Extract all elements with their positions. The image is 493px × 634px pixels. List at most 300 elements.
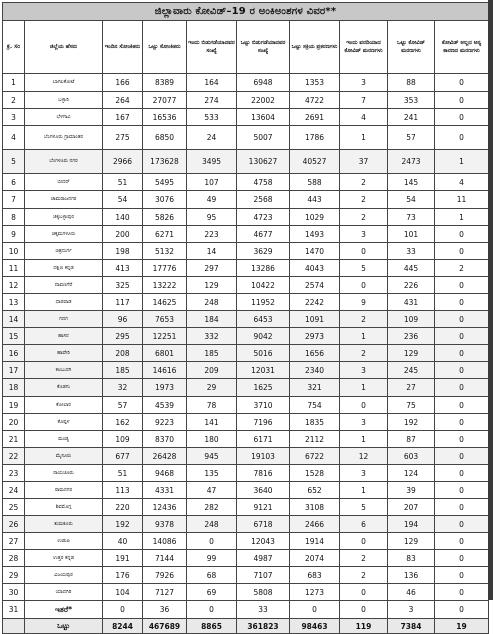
- cell-total-deaths: 83: [388, 550, 435, 567]
- cell-today-discharged: 945: [187, 448, 237, 465]
- cell-total-discharged: 1625: [237, 379, 290, 397]
- totals-serial: [3, 619, 25, 634]
- cell-total-deaths: 129: [388, 345, 435, 362]
- cell-active: 2466: [290, 516, 340, 533]
- cell-active: 1091: [290, 311, 340, 328]
- cell-active: 683: [290, 567, 340, 584]
- cell-today-positive: 325: [103, 277, 143, 294]
- table-row: [3, 362, 489, 379]
- cell-today-discharged: 274: [187, 92, 237, 109]
- cell-active: 1273: [290, 584, 340, 601]
- cell-total-positive: 7926: [143, 567, 187, 584]
- cell-total-discharged: 10422: [237, 277, 290, 294]
- cell-today-discharged: 185: [187, 345, 237, 362]
- cell-today-positive: 2966: [103, 150, 143, 174]
- cell-total-positive: 13222: [143, 277, 187, 294]
- cell-active: 1353: [290, 74, 340, 92]
- cell-today-discharged: 0: [187, 533, 237, 550]
- cell-district: ಬೆಂಗಳೂರು ಗ್ರಾಮಾಂತರ: [25, 126, 103, 150]
- cell-serial: 1: [3, 74, 25, 92]
- cell-other-deaths: 0: [435, 277, 489, 294]
- cell-serial: 10: [3, 243, 25, 260]
- cell-today-discharged: 99: [187, 550, 237, 567]
- cell-active: 4722: [290, 92, 340, 109]
- cell-district: ಬಾಗಲಕೋಟೆ: [25, 74, 103, 92]
- cell-total-discharged: 9042: [237, 328, 290, 345]
- cell-total-positive: 14086: [143, 533, 187, 550]
- cell-total-discharged: 4987: [237, 550, 290, 567]
- table-row: [3, 311, 489, 328]
- cell-total-discharged: 3629: [237, 243, 290, 260]
- cell-active: 1786: [290, 126, 340, 150]
- table-row: [3, 550, 489, 567]
- cell-other-deaths: 0: [435, 567, 489, 584]
- table-row: [3, 567, 489, 584]
- cell-other-deaths: 0: [435, 243, 489, 260]
- cell-other-deaths: 0: [435, 226, 489, 243]
- cell-total-deaths: 129: [388, 533, 435, 550]
- cell-today-discharged: 184: [187, 311, 237, 328]
- cell-total-discharged: 7107: [237, 567, 290, 584]
- table-row: [3, 516, 489, 533]
- cell-today-positive: 200: [103, 226, 143, 243]
- cell-today-deaths: 0: [340, 277, 388, 294]
- cell-today-discharged: 95: [187, 209, 237, 226]
- cell-district: ದಕ್ಷಿಣ ಕನ್ನಡ: [25, 260, 103, 277]
- cell-serial: 7: [3, 191, 25, 209]
- cell-total-positive: 4331: [143, 482, 187, 499]
- table-body: [3, 74, 489, 619]
- cell-active: 3108: [290, 499, 340, 516]
- cell-active: 2074: [290, 550, 340, 567]
- cell-total-discharged: 12043: [237, 533, 290, 550]
- cell-total-positive: 27077: [143, 92, 187, 109]
- cell-today-discharged: 107: [187, 174, 237, 191]
- totals-other-deaths: 19: [435, 619, 489, 634]
- table-row: [3, 465, 489, 482]
- table-row: [3, 209, 489, 226]
- cell-serial: 18: [3, 379, 25, 397]
- cell-today-discharged: 248: [187, 294, 237, 311]
- cell-total-positive: 6801: [143, 345, 187, 362]
- cell-total-discharged: 2568: [237, 191, 290, 209]
- cell-total-discharged: 9121: [237, 499, 290, 516]
- header-non-covid-deaths: ಕೋವಿಡ್ ಅಲ್ಲದ ಅನ್ಯ ಕಾರಣದ ಮರಣಗಳು: [435, 21, 489, 74]
- cell-today-deaths: 12: [340, 448, 388, 465]
- table-row: [3, 499, 489, 516]
- cell-other-deaths: 0: [435, 294, 489, 311]
- cell-district: ಚಿತ್ರದುರ್ಗ: [25, 243, 103, 260]
- cell-today-positive: 275: [103, 126, 143, 150]
- cell-other-deaths: 0: [435, 74, 489, 92]
- cell-active: 588: [290, 174, 340, 191]
- totals-deaths-total: 7384: [388, 619, 435, 634]
- table-row: [3, 448, 489, 465]
- cell-total-discharged: 33: [237, 601, 290, 619]
- cell-today-positive: 0: [103, 601, 143, 619]
- cell-other-deaths: 0: [435, 465, 489, 482]
- header-today-discharged: ಇಂದು ಬಿಡುಗಡೆಯಾದವರ ಸಂಖ್ಯೆ: [187, 21, 237, 74]
- cell-today-deaths: 3: [340, 362, 388, 379]
- table-row: [3, 584, 489, 601]
- cell-total-deaths: 207: [388, 499, 435, 516]
- cell-district: ಬೆಂಗಳೂರು ನಗರ: [25, 150, 103, 174]
- cell-total-positive: 5495: [143, 174, 187, 191]
- cell-total-positive: 4539: [143, 397, 187, 414]
- cell-serial: 13: [3, 294, 25, 311]
- cell-district: ಕೋಲಾರ: [25, 397, 103, 414]
- table-row: [3, 431, 489, 448]
- table-row: [3, 174, 489, 191]
- cell-today-deaths: 2: [340, 209, 388, 226]
- cell-district: ಹಾಸನ: [25, 328, 103, 345]
- cell-district: ಚಿಕ್ಕಬಳ್ಳಾಪುರ: [25, 209, 103, 226]
- cell-district: ರಾಮನಗರ: [25, 482, 103, 499]
- cell-today-discharged: 69: [187, 584, 237, 601]
- cell-active: 443: [290, 191, 340, 209]
- cell-total-discharged: 13286: [237, 260, 290, 277]
- cell-serial: 9: [3, 226, 25, 243]
- cell-total-positive: 3076: [143, 191, 187, 209]
- cell-district: ಕೊಪ್ಪಳ: [25, 414, 103, 431]
- cell-today-deaths: 7: [340, 92, 388, 109]
- page-edge-border: [488, 0, 493, 600]
- cell-serial: 30: [3, 584, 25, 601]
- cell-total-discharged: 6453: [237, 311, 290, 328]
- cell-total-deaths: 2473: [388, 150, 435, 174]
- cell-total-discharged: 12031: [237, 362, 290, 379]
- cell-today-discharged: 14: [187, 243, 237, 260]
- cell-today-positive: 40: [103, 533, 143, 550]
- cell-total-positive: 9468: [143, 465, 187, 482]
- totals-discharged-today: 8865: [187, 619, 237, 634]
- cell-total-deaths: 54: [388, 191, 435, 209]
- cell-district: ಇತರೆ*: [25, 601, 103, 619]
- cell-total-discharged: 5808: [237, 584, 290, 601]
- totals-row: [3, 619, 489, 634]
- table-title: ಜಿಲ್ಲಾವಾರು ಕೋವಿಡ್–19 ರ ಅಂಕಿಅಂಶಗಳ ವಿವರ**: [3, 3, 489, 21]
- totals-active: 98463: [290, 619, 340, 634]
- cell-today-deaths: 1: [340, 328, 388, 345]
- cell-district: ಮಂಡ್ಯ: [25, 431, 103, 448]
- cell-total-discharged: 5007: [237, 126, 290, 150]
- cell-total-deaths: 109: [388, 311, 435, 328]
- cell-total-deaths: 226: [388, 277, 435, 294]
- cell-today-discharged: 248: [187, 516, 237, 533]
- cell-today-positive: 54: [103, 191, 143, 209]
- table-row: [3, 243, 489, 260]
- cell-today-positive: 208: [103, 345, 143, 362]
- cell-active: 2340: [290, 362, 340, 379]
- cell-active: 40527: [290, 150, 340, 174]
- cell-today-discharged: 0: [187, 601, 237, 619]
- cell-total-discharged: 7196: [237, 414, 290, 431]
- cell-today-deaths: 0: [340, 533, 388, 550]
- header-district-name: ಜಿಲ್ಲೆಯ ಹೆಸರು: [25, 21, 103, 74]
- cell-other-deaths: 0: [435, 482, 489, 499]
- cell-serial: 16: [3, 345, 25, 362]
- cell-today-positive: 140: [103, 209, 143, 226]
- cell-total-deaths: 192: [388, 414, 435, 431]
- cell-today-discharged: 141: [187, 414, 237, 431]
- cell-total-discharged: 4677: [237, 226, 290, 243]
- cell-district: ಬೆಳಗಾವಿ: [25, 109, 103, 126]
- cell-other-deaths: 0: [435, 414, 489, 431]
- cell-today-deaths: 6: [340, 516, 388, 533]
- cell-serial: 22: [3, 448, 25, 465]
- cell-other-deaths: 0: [435, 126, 489, 150]
- cell-district: ಶಿವಮೊಗ್ಗ: [25, 499, 103, 516]
- cell-today-positive: 167: [103, 109, 143, 126]
- cell-serial: 29: [3, 567, 25, 584]
- cell-total-positive: 8389: [143, 74, 187, 92]
- cell-today-deaths: 5: [340, 260, 388, 277]
- cell-total-positive: 14625: [143, 294, 187, 311]
- cell-today-discharged: 78: [187, 397, 237, 414]
- cell-other-deaths: 0: [435, 584, 489, 601]
- cell-district: ಉತ್ತರ ಕನ್ನಡ: [25, 550, 103, 567]
- cell-serial: 25: [3, 499, 25, 516]
- cell-serial: 3: [3, 109, 25, 126]
- cell-total-positive: 173628: [143, 150, 187, 174]
- cell-total-positive: 12436: [143, 499, 187, 516]
- totals-deaths-today: 119: [340, 619, 388, 634]
- cell-serial: 17: [3, 362, 25, 379]
- header-total-discharged: ಒಟ್ಟು ಬಿಡುಗಡೆಯಾದವರ ಸಂಖ್ಯೆ: [237, 21, 290, 74]
- cell-total-deaths: 3: [388, 601, 435, 619]
- cell-total-discharged: 22002: [237, 92, 290, 109]
- cell-total-discharged: 3710: [237, 397, 290, 414]
- cell-total-deaths: 194: [388, 516, 435, 533]
- cell-today-positive: 166: [103, 74, 143, 92]
- cell-total-positive: 14616: [143, 362, 187, 379]
- cell-total-discharged: 19103: [237, 448, 290, 465]
- cell-total-deaths: 236: [388, 328, 435, 345]
- cell-today-deaths: 3: [340, 465, 388, 482]
- cell-district: ತುಮಕೂರು: [25, 516, 103, 533]
- totals-total: 467689: [143, 619, 187, 634]
- cell-total-discharged: 4758: [237, 174, 290, 191]
- cell-total-positive: 1973: [143, 379, 187, 397]
- cell-total-discharged: 6948: [237, 74, 290, 92]
- table-row: [3, 226, 489, 243]
- cell-today-positive: 677: [103, 448, 143, 465]
- cell-other-deaths: 0: [435, 601, 489, 619]
- cell-total-deaths: 445: [388, 260, 435, 277]
- cell-total-discharged: 7816: [237, 465, 290, 482]
- cell-today-discharged: 180: [187, 431, 237, 448]
- table-row: [3, 397, 489, 414]
- cell-today-discharged: 24: [187, 126, 237, 150]
- cell-total-positive: 6271: [143, 226, 187, 243]
- cell-today-discharged: 3495: [187, 150, 237, 174]
- cell-serial: 28: [3, 550, 25, 567]
- cell-district: ಕಲಬುರಗಿ: [25, 362, 103, 379]
- cell-total-positive: 7653: [143, 311, 187, 328]
- cell-today-discharged: 209: [187, 362, 237, 379]
- cell-active: 2574: [290, 277, 340, 294]
- cell-total-discharged: 6171: [237, 431, 290, 448]
- cell-district: ಉಡುಪಿ: [25, 533, 103, 550]
- header-active-cases: ಒಟ್ಟು ಸಕ್ರಿಯ ಪ್ರಕರಣಗಳು: [290, 21, 340, 74]
- cell-today-deaths: 0: [340, 243, 388, 260]
- cell-today-deaths: 2: [340, 567, 388, 584]
- cell-total-positive: 9378: [143, 516, 187, 533]
- cell-total-deaths: 101: [388, 226, 435, 243]
- cell-today-discharged: 297: [187, 260, 237, 277]
- cell-serial: 5: [3, 150, 25, 174]
- cell-serial: 26: [3, 516, 25, 533]
- table-row: [3, 74, 489, 92]
- cell-total-discharged: 3640: [237, 482, 290, 499]
- cell-district: ಬಳ್ಳಾರಿ: [25, 92, 103, 109]
- cell-active: 1656: [290, 345, 340, 362]
- table-row: [3, 379, 489, 397]
- cell-active: 1528: [290, 465, 340, 482]
- cell-district: ವಿಜಯಪುರ: [25, 567, 103, 584]
- cell-today-positive: 185: [103, 362, 143, 379]
- cell-today-positive: 295: [103, 328, 143, 345]
- cell-serial: 11: [3, 260, 25, 277]
- cell-today-deaths: 0: [340, 584, 388, 601]
- cell-today-deaths: 3: [340, 414, 388, 431]
- cell-total-positive: 5132: [143, 243, 187, 260]
- cell-other-deaths: 0: [435, 499, 489, 516]
- cell-total-deaths: 27: [388, 379, 435, 397]
- cell-today-positive: 191: [103, 550, 143, 567]
- cell-today-deaths: 3: [340, 74, 388, 92]
- cell-total-positive: 8370: [143, 431, 187, 448]
- header-serial-no: ಕ್ರ. ಸಂ: [3, 21, 25, 74]
- cell-total-deaths: 124: [388, 465, 435, 482]
- table-row: [3, 126, 489, 150]
- cell-today-discharged: 68: [187, 567, 237, 584]
- cell-serial: 24: [3, 482, 25, 499]
- table-row: [3, 150, 489, 174]
- cell-other-deaths: 0: [435, 397, 489, 414]
- cell-total-positive: 5826: [143, 209, 187, 226]
- cell-active: 652: [290, 482, 340, 499]
- cell-other-deaths: 0: [435, 379, 489, 397]
- district-covid-table: [2, 2, 489, 634]
- header-row: [3, 21, 489, 74]
- cell-today-deaths: 2: [340, 345, 388, 362]
- table-row: [3, 328, 489, 345]
- totals-today: 8244: [103, 619, 143, 634]
- cell-active: 321: [290, 379, 340, 397]
- cell-today-deaths: 1: [340, 126, 388, 150]
- cell-serial: 20: [3, 414, 25, 431]
- cell-district: ಬೀದರ್: [25, 174, 103, 191]
- cell-today-discharged: 164: [187, 74, 237, 92]
- cell-district: ರಾಯಚೂರು: [25, 465, 103, 482]
- cell-total-deaths: 75: [388, 397, 435, 414]
- cell-today-discharged: 223: [187, 226, 237, 243]
- cell-today-positive: 104: [103, 584, 143, 601]
- header-total-positive: ಒಟ್ಟು ಸೋಂಕಿತರು: [143, 21, 187, 74]
- header-today-deaths: ಇಂದು ವರದಿಯಾದ ಕೋವಿಡ್ ಮರಣಗಳು: [340, 21, 388, 74]
- cell-today-positive: 198: [103, 243, 143, 260]
- table-row: [3, 277, 489, 294]
- cell-total-deaths: 33: [388, 243, 435, 260]
- table-row: [3, 482, 489, 499]
- cell-district: ಚಿಕ್ಕಮಗಳೂರು: [25, 226, 103, 243]
- header-today-positive: ಇಂದಿನ ಸೋಂಕಿತರು: [103, 21, 143, 74]
- cell-district: ಚಾಮರಾಜನಗರ: [25, 191, 103, 209]
- cell-today-positive: 57: [103, 397, 143, 414]
- cell-today-positive: 109: [103, 431, 143, 448]
- cell-total-deaths: 46: [388, 584, 435, 601]
- cell-total-deaths: 87: [388, 431, 435, 448]
- table-row: [3, 601, 489, 619]
- cell-total-positive: 9223: [143, 414, 187, 431]
- cell-today-deaths: 2: [340, 174, 388, 191]
- cell-active: 1470: [290, 243, 340, 260]
- table-row: [3, 414, 489, 431]
- cell-total-discharged: 6718: [237, 516, 290, 533]
- cell-serial: 14: [3, 311, 25, 328]
- cell-today-positive: 192: [103, 516, 143, 533]
- cell-total-deaths: 136: [388, 567, 435, 584]
- cell-total-deaths: 145: [388, 174, 435, 191]
- cell-today-positive: 220: [103, 499, 143, 516]
- table-row: [3, 294, 489, 311]
- cell-total-positive: 16536: [143, 109, 187, 126]
- cell-active: 754: [290, 397, 340, 414]
- cell-active: 2242: [290, 294, 340, 311]
- cell-district: ಧಾರವಾಡ: [25, 294, 103, 311]
- cell-district: ದಾವಣಗೆರೆ: [25, 277, 103, 294]
- cell-active: 2973: [290, 328, 340, 345]
- cell-today-discharged: 135: [187, 465, 237, 482]
- cell-serial: 15: [3, 328, 25, 345]
- cell-total-positive: 26428: [143, 448, 187, 465]
- cell-district: ಯಾದಗಿರಿ: [25, 584, 103, 601]
- cell-active: 6722: [290, 448, 340, 465]
- cell-today-positive: 96: [103, 311, 143, 328]
- cell-today-discharged: 533: [187, 109, 237, 126]
- table-row: [3, 345, 489, 362]
- cell-today-deaths: 0: [340, 601, 388, 619]
- cell-serial: 4: [3, 126, 25, 150]
- cell-active: 1835: [290, 414, 340, 431]
- cell-serial: 12: [3, 277, 25, 294]
- cell-total-discharged: 5016: [237, 345, 290, 362]
- cell-today-deaths: 5: [340, 499, 388, 516]
- cell-other-deaths: 4: [435, 174, 489, 191]
- cell-total-positive: 7127: [143, 584, 187, 601]
- cell-total-deaths: 73: [388, 209, 435, 226]
- cell-total-deaths: 353: [388, 92, 435, 109]
- cell-today-deaths: 4: [340, 109, 388, 126]
- cell-today-positive: 176: [103, 567, 143, 584]
- cell-today-positive: 51: [103, 174, 143, 191]
- cell-serial: 23: [3, 465, 25, 482]
- cell-district: ಗದಗ: [25, 311, 103, 328]
- cell-today-discharged: 332: [187, 328, 237, 345]
- cell-district: ಹಾವೇರಿ: [25, 345, 103, 362]
- cell-serial: 19: [3, 397, 25, 414]
- cell-today-deaths: 2: [340, 550, 388, 567]
- cell-serial: 27: [3, 533, 25, 550]
- cell-today-positive: 117: [103, 294, 143, 311]
- cell-serial: 8: [3, 209, 25, 226]
- cell-total-positive: 17776: [143, 260, 187, 277]
- cell-total-deaths: 88: [388, 74, 435, 92]
- cell-serial: 31: [3, 601, 25, 619]
- cell-today-discharged: 129: [187, 277, 237, 294]
- cell-other-deaths: 0: [435, 345, 489, 362]
